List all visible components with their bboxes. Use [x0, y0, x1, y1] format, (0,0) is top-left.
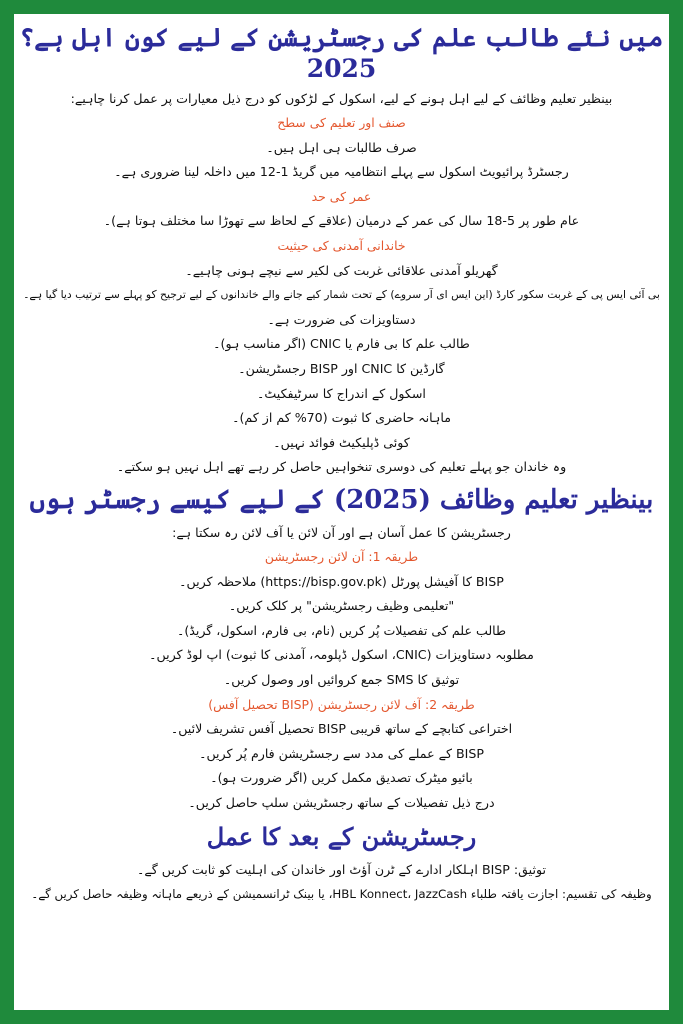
list-item: وہ خاندان جو پہلے تعلیم کی دوسری تنخواہیں حاصل کر رہے تھے اہل نہیں ہو سکتے۔ [116, 459, 567, 475]
list-item: مطلوبہ دستاویزات (CNIC، اسکول ڈپلومہ، آمدنی کا ثبوت) اپ لوڈ کریں۔ [149, 647, 534, 663]
list-item: گارڈین کا CNIC اور BISP رجسٹریشن۔ [238, 361, 445, 377]
list-item: عام طور پر 5-18 سال کی عمر کے درمیان (علاقے کے لحاظ سے تھوڑا سا مختلف ہوتا ہے)۔ [103, 213, 580, 229]
list-item: BISP کے عملے کی مدد سے رجسٹریشن فارم پُر کریں۔ [199, 745, 484, 761]
online-method-heading: طریقہ 1: آن لائن رجسٹریشن [264, 549, 419, 565]
grade-heading: صنف اور تعلیم کی سطح [277, 115, 406, 131]
list-item: دستاویزات کی ضرورت ہے۔ [267, 311, 416, 327]
registration-title: بینظیر تعلیم وظائف (2025) کے لیے کیسے رجسٹر ہوں [29, 485, 654, 515]
list-item: توثیق کا SMS جمع کروائیں اور وصول کریں۔ [223, 672, 460, 688]
list-item: صرف طالبات ہی اہل ہیں۔ [266, 139, 417, 155]
registration-intro: رجسٹریشن کا عمل آسان ہے اور آن لائن یا آف لائن رہ سکتا ہے: [172, 524, 511, 540]
list-item: کوئی ڈپلیکیٹ فوائد نہیں۔ [273, 434, 410, 450]
list-item: BISP کا آفیشل پورٹل (https://bisp.gov.pk) ملاحظہ کریں۔ [179, 573, 504, 589]
document-page [14, 14, 669, 1010]
income-heading: خاندانی آمدنی کی حیثیت [277, 238, 406, 254]
eligibility-intro: بینظیر تعلیم وظائف کے لیے اہل ہونے کے لیے، اسکول کے لڑکوں کو درج ذیل معیارات پر عمل کرنا چاہیے: [70, 90, 613, 106]
offline-method-heading: طریقہ 2: آف لائن رجسٹریشن (BISP تحصیل آفس) [208, 696, 475, 712]
list-item: وظیفہ کی تقسیم: اجازت یافتہ طلباء HBL Konnect، JazzCash، یا بینک ٹرانسمیشن کے ذریعے ماہانہ وظیفہ حاصل کریں گے۔ [31, 887, 652, 902]
list-item: اختراعی کتابچے کے ساتھ قریبی BISP تحصیل آفس تشریف لائیں۔ [170, 721, 513, 737]
list-item: "تعلیمی وظیف رجسٹریشن" پر کلک کریں۔ [228, 598, 455, 614]
registration-section [14, 521, 669, 816]
list-item: بائیو میٹرک تصدیق مکمل کریں (اگر ضرورت ہو)۔ [210, 770, 473, 786]
list-item: اسکول کے اندراج کا سرٹیفکیٹ۔ [257, 385, 426, 401]
list-item: بی آئی ایس پی کے غربت سکور کارڈ (این ایس ای آر سروے) کے تحت شمار کیے جانے والے خاندانوں کے لیے ترجیح کو پہلے سے ترتیب دیا گیا ہے۔ [23, 288, 660, 302]
list-item: طالب علم کا بی فارم یا CNIC (اگر مناسب ہو)۔ [213, 336, 470, 352]
age-heading: عمر کی حد [311, 188, 372, 204]
eligibility-title: میں نئے طالب علم کی رجسٹریشن کے لیے کون اہل ہے؟ 2025 [19, 23, 664, 84]
post-registration-title: رجسٹریشن کے بعد کا عمل [206, 821, 477, 851]
list-item: ماہانہ حاضری کا ثبوت (70% کم از کم)۔ [232, 410, 451, 426]
list-item: گھریلو آمدنی علاقائی غربت کی لکیر سے نیچے ہونی چاہیے۔ [185, 262, 498, 278]
list-item: طالب علم کی تفصیلات پُر کریں (نام، بی فارم، اسکول، گریڈ)۔ [176, 622, 507, 638]
eligibility-section [14, 87, 669, 481]
post-registration-section [14, 858, 669, 907]
list-item: رجسٹرڈ پرائیویٹ اسکول سے پہلے انتظامیہ میں گریڈ 1-12 میں داخلہ لینا ضروری ہے۔ [114, 164, 569, 180]
list-item: درج ذیل تفصیلات کے ساتھ رجسٹریشن سلپ حاصل کریں۔ [188, 795, 495, 811]
list-item: توثیق: BISP اہلکار ادارے کے ٹرن آؤٹ اور خاندان کی اہلیت کو ثابت کریں گے۔ [137, 861, 546, 877]
